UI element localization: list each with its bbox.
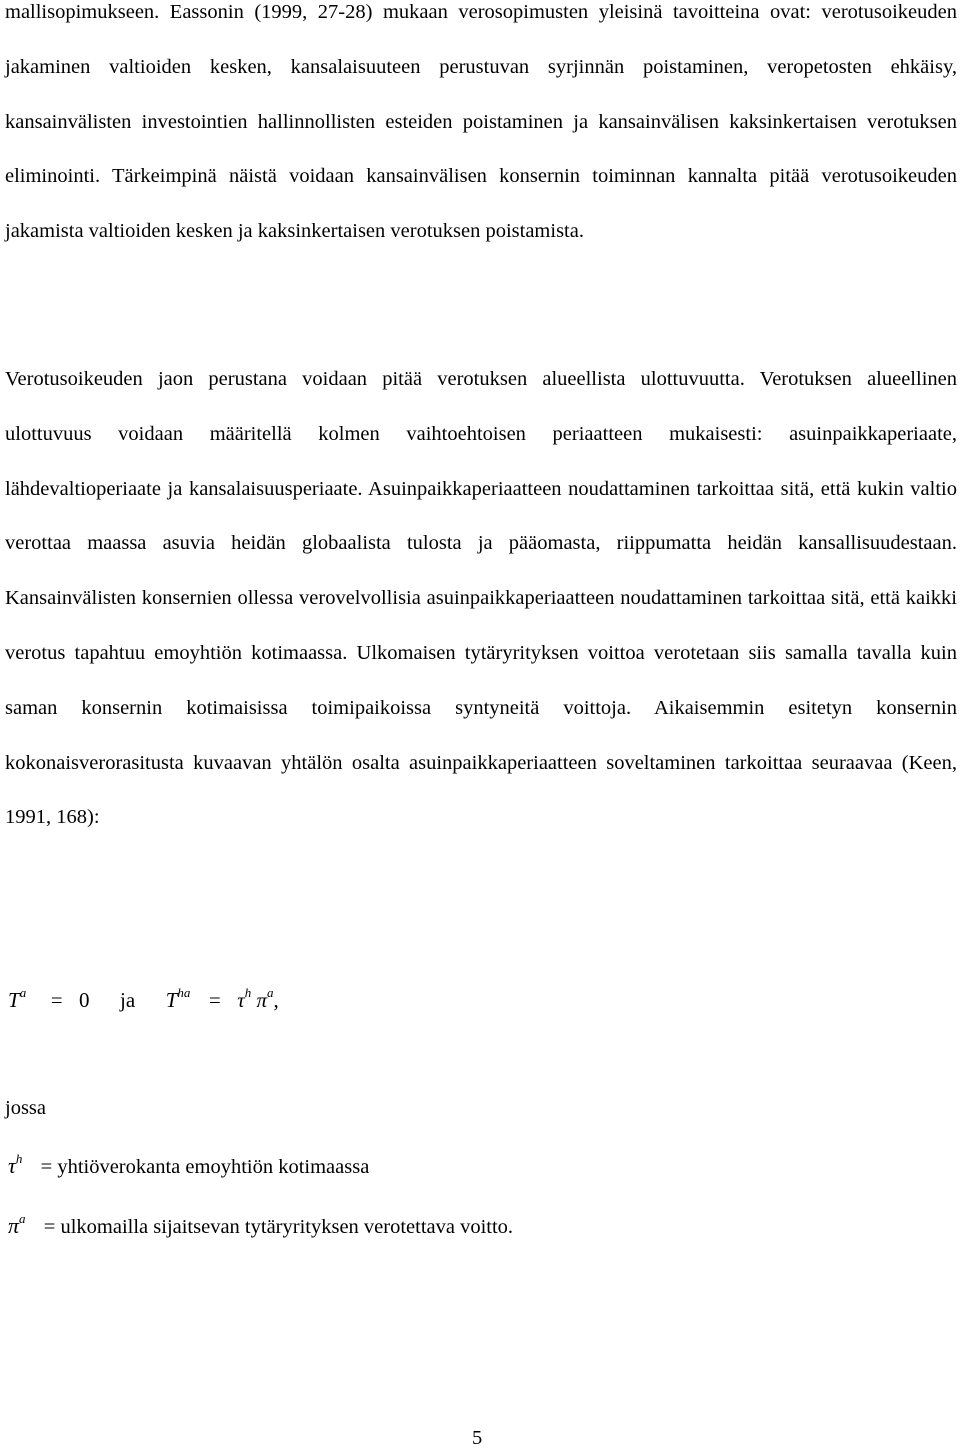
formula-equals-left: = — [50, 988, 63, 1012]
definition-symbol: π — [8, 1213, 20, 1238]
formula-ja: ja — [120, 988, 136, 1012]
formula-zero: 0 — [79, 988, 90, 1012]
definition-superscript: h — [15, 1151, 23, 1166]
definition-symbol: τ — [8, 1153, 16, 1178]
definition-equals: = — [40, 1156, 53, 1178]
formula-T-left: T — [8, 988, 20, 1012]
residence-principle-formula — [8, 980, 279, 1020]
definition-text: ulkomailla sijaitsevan tytäryrityksen verotettava voitto. — [60, 1216, 514, 1238]
formula-T-right: T — [165, 988, 178, 1012]
definition-equals: = — [43, 1216, 56, 1238]
formula-comma: , — [273, 988, 279, 1012]
definition-superscript: a — [19, 1211, 26, 1226]
formula-equals-right: = — [208, 988, 221, 1012]
formula-sup-a-left: a — [19, 985, 27, 1000]
formula-sup-a-right: a — [267, 985, 274, 1000]
formula-sup-h: h — [244, 985, 252, 1000]
body-paragraph-1: mallisopimukseen. Eassonin (1999, 27-28) mukaan verosopimusten yleisinä tavoitteina ovat: verotusoikeuden jakaminen valtioiden kesken, kansalaisuuteen perustuvan syrjinnän poistaminen, veropetosten ehkäisy, kansainvälisten investointien hallinnollisten esteiden poistaminen ja kansainvälisen kaksinkertaisen verotuksen eliminointi. Tärkeimpinä näistä voidaan kansainvälisen konsernin toiminnan kannalta pitää verotusoikeuden jakamista valtioiden kesken ja kaksinkertaisen verotuksen poistamista. — [5, 1, 957, 243]
body-paragraph-2: Verotusoikeuden jaon perustana voidaan pitää verotuksen alueellista ulottuvuutta. Verotuksen alueellinen ulottuvuus voidaan määritellä kolmen vaihtoehtoisen periaatteen mukaisesti: asuinpaikkaperiaate, lähdevaltioperiaate ja kansalaisuusperiaate. Asuinpaikkaperiaatteen noudattaminen tarkoittaa sitä, että kukin valtio verottaa maassa asuvia heidän globaalista tulosta ja pääomasta, riippumatta heidän kansallisuudestaan. Kansainvälisten konsernien ollessa verovelvollisia asuinpaikkaperiaatteen noudattaminen tarkoittaa sitä, että kaikki verotus tapahtuu emoyhtiön kotimaassa. Ulkomaisen tytäryrityksen voittoa verotetaan siis samalla tavalla kuin saman konsernin kotimaisissa toimipaikoissa syntyneitä voittoja. Aikaisemmin esitetyn konsernin kokonaisverorasitusta kuvaavan yhtälön osalta asuinpaikkaperiaatteen soveltaminen tarkoittaa seuraavaa (Keen, 1991, 168): — [5, 368, 957, 829]
page-number: 5 — [472, 1427, 483, 1449]
definition-pi-a — [8, 1210, 513, 1243]
definition-tau-h — [8, 1150, 369, 1183]
formula-sup-ha: ha — [177, 985, 191, 1000]
formula-tau: τ — [237, 988, 245, 1012]
jossa-label: jossa — [5, 1097, 46, 1119]
formula-pi: π — [256, 988, 268, 1012]
definition-text: yhtiöverokanta emoyhtiön kotimaassa — [57, 1156, 370, 1178]
